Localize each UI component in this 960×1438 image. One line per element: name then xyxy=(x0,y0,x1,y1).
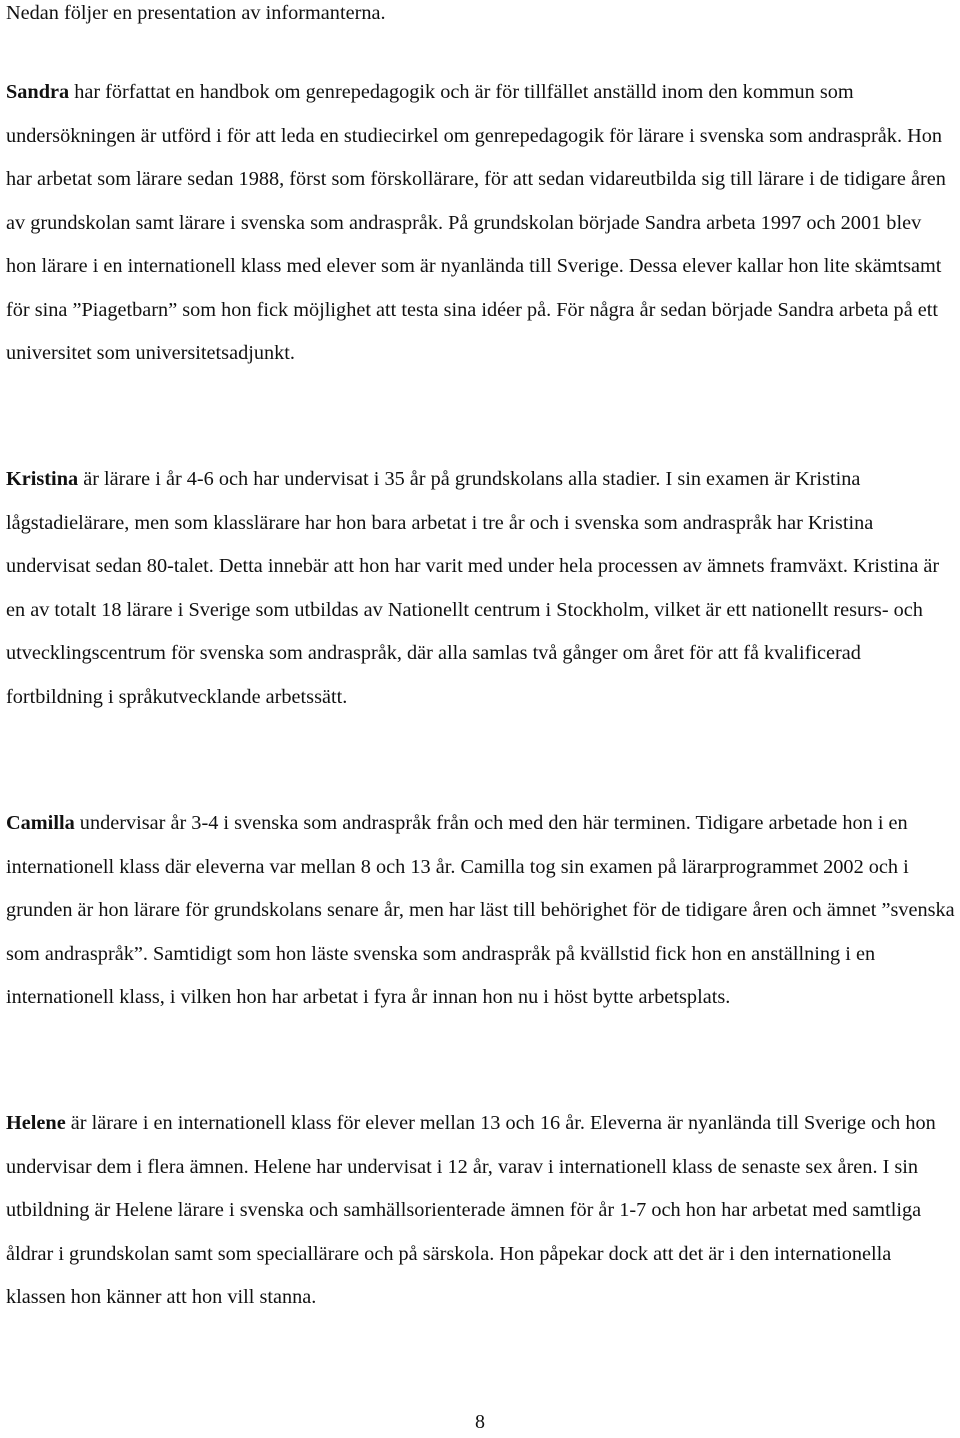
informant-name-sandra: Sandra xyxy=(6,81,70,103)
informant-name-helene: Helene xyxy=(6,1112,66,1134)
informant-name-kristina: Kristina xyxy=(6,468,79,490)
paragraph-text-kristina: är lärare i år 4-6 och har undervisat i 35 år på grundskolans alla stadier. I sin examen är Kristina lågstadielärare, men som klasslärare har hon bara arbetat i tre år och i svenska som andraspråk har Kristina undervisat sedan 80-talet. Detta innebär att hon har varit med under hela processen av ämnets framväxt. Kristina är en av totalt 18 lärare i Sverige som utbildas av Nationellt centrum i Stockholm, vilket är ett nationellt resurs- och utvecklingscentrum för svenska som andraspråk, där alla samlas två gånger om året för att få kvalificerad fortbildning i språkutvecklande arbetssätt. xyxy=(6,468,940,708)
paragraph-camilla xyxy=(6,802,956,1020)
informant-name-camilla: Camilla xyxy=(6,812,75,834)
paragraph-text-camilla: undervisar år 3-4 i svenska som andraspråk från och med den här terminen. Tidigare arbetade hon i en internationell klass där eleverna var mellan 8 och 13 år. Camilla tog sin examen på lärarprogrammet 2002 och i grunden är hon lärare för grundskolans senare år, men har läst till behörighet för de tidigare åren och ämnet ”svenska som andraspråk”. Samtidigt som hon läste svenska som andraspråk på kvällstid fick hon en anställning i en internationell klass, i vilken hon har arbetat i fyra år innan hon nu i höst bytte arbetsplats. xyxy=(6,812,955,1008)
paragraph-kristina xyxy=(6,458,956,719)
document-page xyxy=(6,0,956,1308)
intro-text: Nedan följer en presentation av informanterna. xyxy=(6,2,386,24)
paragraph-text-helene: är lärare i en internationell klass för elever mellan 13 och 16 år. Eleverna är nyanlända till Sverige och hon undervisar dem i flera ämnen. Helene har undervisat i 12 år, varav i internationell klass de senaste sex åren. I sin utbildning är Helene lärare i svenska och samhällsorienterade ämnen för år 1-7 och hon har arbetat med samtliga åldrar i grundskolan samt som speciallärare och på särskola. Hon påpekar dock att det är i den internationella klassen hon känner att hon vill stanna. xyxy=(6,1112,936,1308)
paragraph-text-sandra: har författat en handbok om genrepedagogik och är för tillfället anställd inom den kommun som undersökningen är utförd i för att leda en studiecirkel om genrepedagogik för lärare i svenska som andraspråk. Hon har arbetat som lärare sedan 1988, först som förskollärare, för att sedan vidareutbilda sig till lärare i de tidigare åren av grundskolan samt lärare i svenska som andraspråk. På grundskolan började Sandra arbeta 1997 och 2001 blev hon lärare i en internationell klass med elever som är nyanlända till Sverige. Dessa elever kallar hon lite skämtsamt för sina ”Piagetbarn” som hon fick möjlighet att testa sina idéer på. För några år sedan började Sandra arbeta på ett universitet som universitetsadjunkt. xyxy=(6,81,946,364)
paragraph-helene xyxy=(6,1102,956,1320)
paragraph-sandra xyxy=(6,71,956,376)
page-number: 8 xyxy=(475,1411,485,1433)
